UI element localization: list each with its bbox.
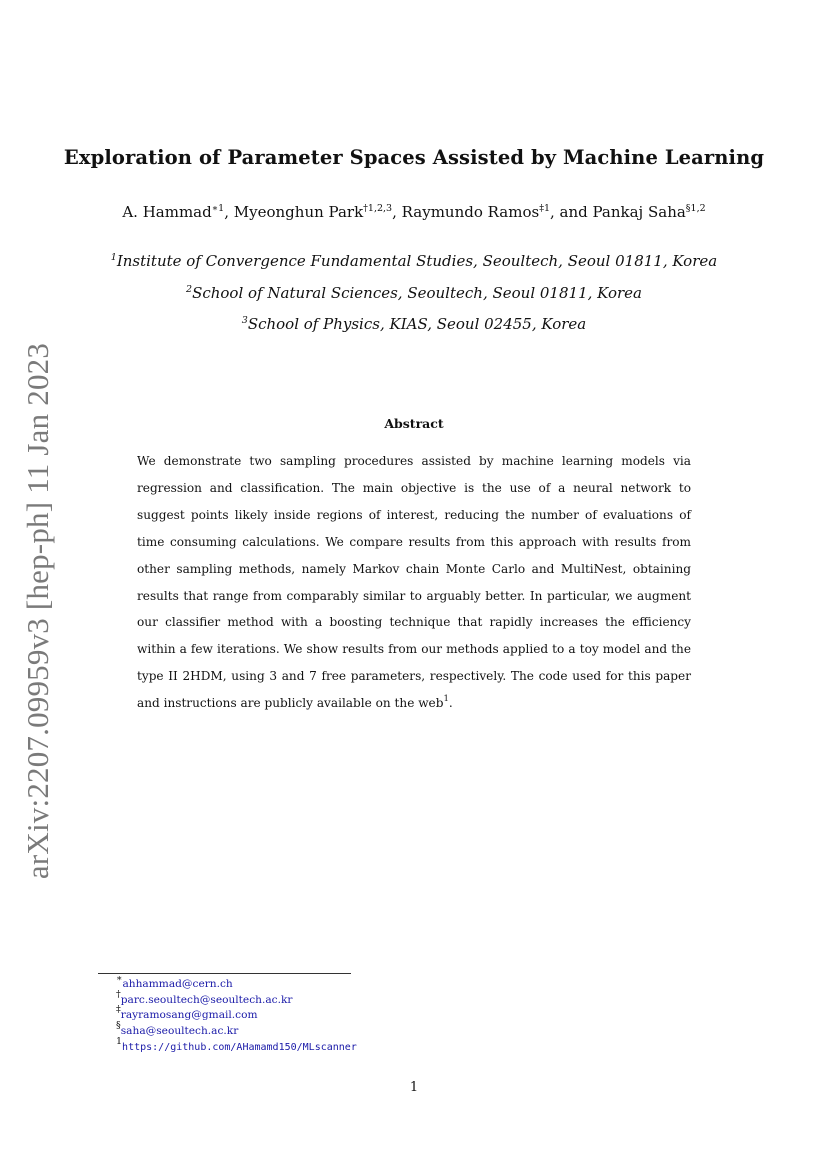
footnote-mark: ∗	[116, 973, 123, 984]
affiliation-mark: 2	[186, 284, 193, 295]
email-link-ramos[interactable]: rayramosang@gmail.com	[120, 1009, 258, 1022]
author-separator: , and	[549, 203, 593, 221]
affiliation-2	[0, 284, 828, 302]
author-name: Myeonghun Park	[233, 203, 364, 221]
footnote-divider	[98, 973, 351, 974]
abstract-body	[137, 448, 691, 717]
page-number: 1	[409, 1080, 419, 1095]
abstract-end-punctuation: .	[448, 696, 453, 711]
author-name: A. Hammad	[122, 203, 212, 221]
author-affiliation-marks: ∗1	[211, 203, 225, 214]
footnote-email-park	[116, 988, 716, 1009]
footnote-email-saha	[116, 1020, 716, 1040]
affiliation-1	[0, 252, 828, 270]
affiliation-mark: 1	[110, 252, 117, 263]
author-affiliation-marks: §1,2	[685, 203, 706, 214]
affiliation-text: School of Natural Sciences, Seoultech, Seoul 01811, Korea	[192, 284, 642, 302]
author-separator: ,	[224, 203, 234, 221]
affiliation-text: School of Physics, KIAS, Seoul 02455, Korea	[247, 315, 587, 333]
email-link-park[interactable]: parc.seoultech@seoultech.ac.kr	[120, 993, 293, 1006]
author-affiliation-marks: ‡1	[539, 203, 550, 214]
footnotes	[116, 973, 716, 1056]
paper-title: Exploration of Parameter Spaces Assisted by Machine Learning	[63, 146, 765, 169]
footnote-mark: ‡	[116, 1004, 121, 1016]
author-list	[0, 203, 828, 221]
affiliation-3	[0, 315, 828, 333]
arxiv-sidebar-stamp	[20, 342, 56, 880]
abstract-footnote-mark: 1	[443, 694, 449, 705]
footnote-mark: 1	[116, 1035, 123, 1047]
github-link[interactable]: https://github.com/AHamamd150/MLscanner	[122, 1041, 357, 1053]
abstract-heading: Abstract	[384, 416, 444, 431]
email-link-hammad[interactable]: ahhammad@cern.ch	[122, 978, 233, 990]
author-name: Pankaj Saha	[592, 203, 686, 221]
footnote-email-hammad	[116, 973, 716, 993]
footnote-mark: §	[116, 1020, 121, 1032]
arxiv-identifier: arXiv:2207.09959v3 [hep-ph] 11 Jan 2023	[20, 342, 55, 880]
footnote-email-ramos	[116, 1004, 716, 1024]
footnote-mark: †	[116, 988, 121, 1000]
author-affiliation-marks: †1,2,3	[363, 203, 393, 214]
footnote-code-url	[116, 1035, 716, 1056]
affiliation-text: Institute of Convergence Fundamental Studies, Seoultech, Seoul 01811, Korea	[116, 252, 718, 270]
author-name: Raymundo Ramos	[401, 203, 540, 221]
author-separator: ,	[392, 203, 402, 221]
abstract-text: We demonstrate two sampling procedures assisted by machine learning models via regression and classification. The main objective is the use of a neural network to suggest points likely inside regions of interest, reducing the number of evaluations of time consuming calculations. We compare results from this approach with results from other sampling methods, namely Markov chain Monte Carlo and MultiNest, obtaining results that range from comparably similar to arguably better. In particular, we augment our classifier method with a boosting technique that rapidly increases the efficiency within a few iterations. We show results from our methods applied to a toy model and the type II 2HDM, using 3 and 7 free parameters, respectively. The code used for this paper and instructions are publicly available on the web	[137, 454, 691, 711]
email-link-saha[interactable]: saha@seoultech.ac.kr	[120, 1025, 239, 1038]
affiliation-mark: 3	[241, 315, 248, 326]
